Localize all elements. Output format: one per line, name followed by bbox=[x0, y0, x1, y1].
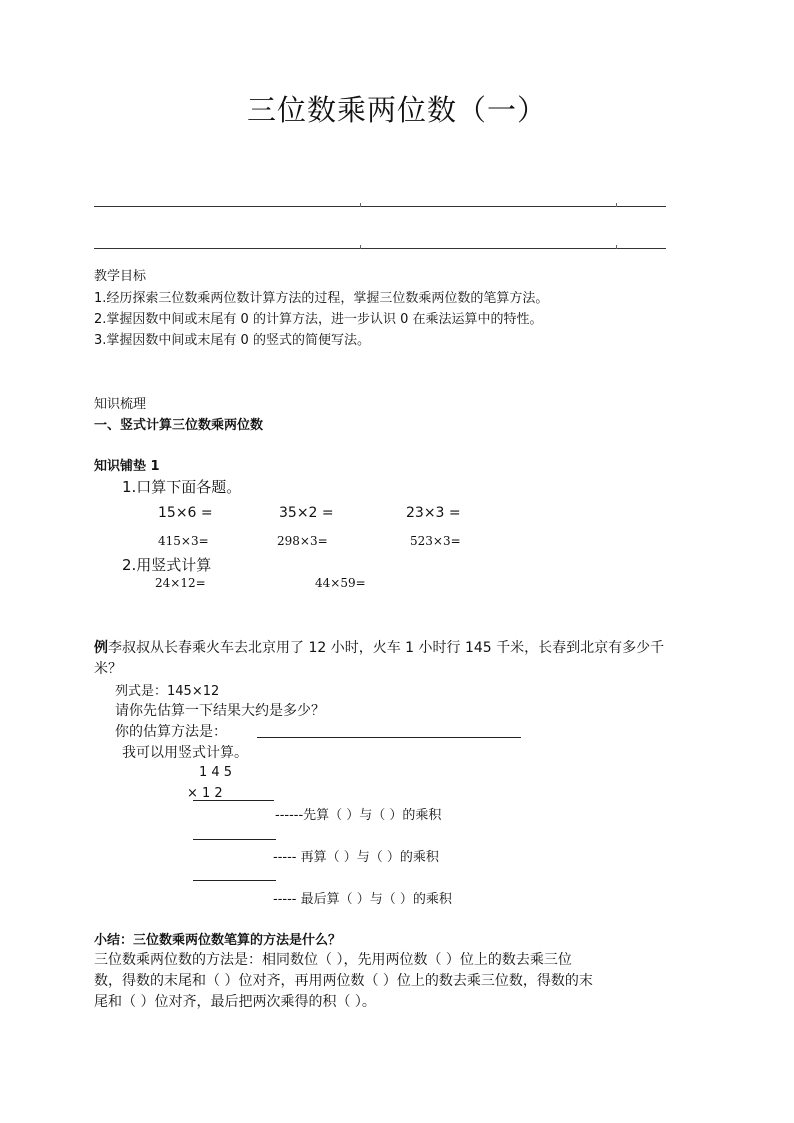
objectives-heading: 教学目标 bbox=[94, 269, 147, 284]
vertical-line-3 bbox=[193, 880, 276, 881]
summary-line-2: 数，得数的末尾和（ ）位对齐，再用两位数（ ）位上的数去乘三位数，得数的末 bbox=[94, 973, 593, 989]
oral-problem: 35×2 = bbox=[279, 505, 334, 521]
step-2: ----- 再算（ ）与（ ）的乘积 bbox=[273, 850, 439, 865]
multiplicand: 1 4 5 bbox=[199, 765, 233, 780]
knowledge-heading: 知识梳理 bbox=[94, 397, 147, 412]
step-3: ----- 最后算（ ）与（ ）的乘积 bbox=[273, 892, 452, 907]
estimate-question: 请你先估算一下结果大约是多少？ bbox=[115, 703, 325, 719]
objective-item-3: 3.掌握因数中间或末尾有 0 的竖式的简便写法。 bbox=[94, 333, 370, 348]
estimate-answer-line bbox=[257, 737, 521, 738]
vertical-line-2 bbox=[193, 839, 276, 840]
answer-line-1 bbox=[94, 206, 666, 207]
vertical-intro: 我可以用竖式计算。 bbox=[122, 745, 248, 761]
step-1: ------先算（ ）与（ ）的乘积 bbox=[275, 808, 442, 823]
summary-line-1: 三位数乘两位数的方法是：相同数位（ ），先用两位数（ ）位上的数去乘三位 bbox=[94, 952, 572, 968]
vertical-line-1 bbox=[193, 800, 274, 801]
vertical-problem: 24×12= bbox=[155, 576, 206, 590]
oral-problem: 523×3= bbox=[410, 534, 461, 548]
summary-line-3: 尾和（ ）位对齐，最后把两次乘得的积（ ）。 bbox=[94, 994, 376, 1010]
summary-question: 小结：三位数乘两位数笔算的方法是什么？ bbox=[94, 933, 342, 948]
section-1-heading: 一、竖式计算三位数乘两位数 bbox=[94, 418, 264, 433]
vertical-problem: 44×59= bbox=[315, 576, 366, 590]
oral-problem: 23×3 = bbox=[406, 505, 461, 521]
formula: 列式是：145×12 bbox=[115, 684, 220, 699]
estimate-method: 你的估算方法是： bbox=[115, 724, 227, 740]
answer-line-2 bbox=[94, 248, 666, 249]
question-1-title: 1.口算下面各题。 bbox=[122, 478, 242, 496]
multiplier: × 1 2 bbox=[187, 786, 223, 801]
objective-item-2: 2.掌握因数中间或末尾有 0 的计算方法，进一步认识 0 在乘法运算中的特性。 bbox=[94, 312, 543, 327]
prep-title: 知识铺垫 1 bbox=[94, 459, 160, 474]
example-text: 李叔叔从长春乘火车去北京用了 12 小时，火车 1 小时行 145 千米，长春到北京有多少千 bbox=[108, 640, 665, 656]
example-line-1 bbox=[94, 637, 664, 657]
oral-problem: 15×6 = bbox=[158, 505, 213, 521]
objective-item-1: 1.经历探索三位数乘两位数计算方法的过程，掌握三位数乘两位数的笔算方法。 bbox=[94, 291, 549, 306]
example-line-2: 米？ bbox=[94, 661, 122, 677]
oral-problem: 298×3= bbox=[277, 534, 328, 548]
question-2-title: 2.用竖式计算 bbox=[122, 556, 212, 574]
page-title: 三位数乘两位数（一） bbox=[246, 93, 547, 127]
example-label: 例 bbox=[94, 640, 108, 656]
oral-problem: 415×3= bbox=[158, 534, 209, 548]
